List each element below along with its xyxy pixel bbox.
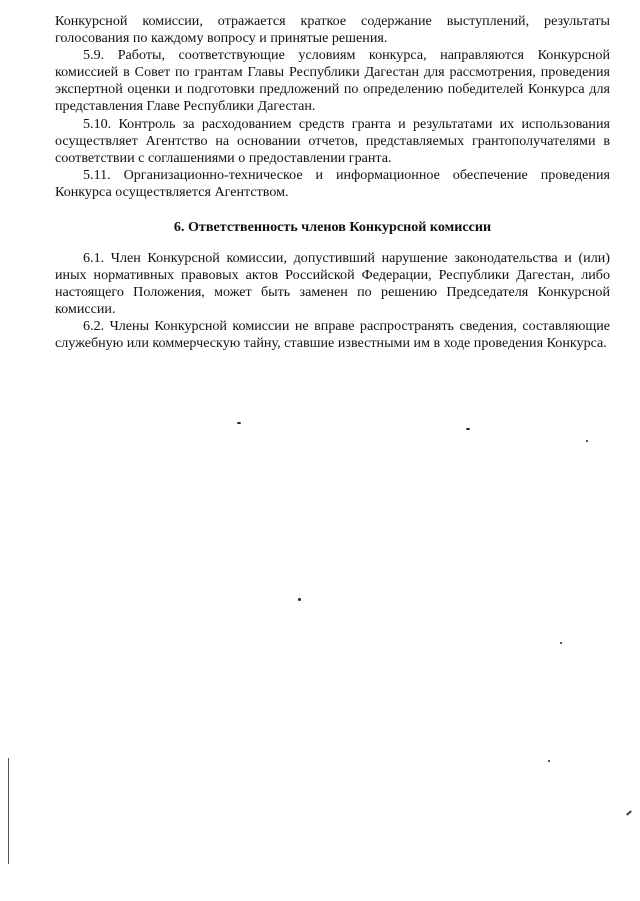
scan-speck bbox=[237, 422, 241, 424]
scan-speck bbox=[548, 760, 550, 762]
section-6-heading: 6. Ответственность членов Конкурсной комиссии bbox=[173, 219, 492, 235]
paragraph-6-1: 6.1. Член Конкурсной комиссии, допустивший нарушение законодательства и (или) иных нормативных правовых актов Российской Федерации, Республики Дагестан, либо настоящего Положения, может быть заменен по решению Председателя Конкурсной комиссии. bbox=[55, 250, 610, 318]
scan-speck bbox=[560, 642, 562, 644]
scan-corner-mark bbox=[626, 810, 632, 815]
paragraph-5-8-continuation: Конкурсной комиссии, отражается краткое содержание выступлений, результаты голосования по каждому вопросу и принятые решения. bbox=[55, 13, 610, 47]
scan-speck bbox=[298, 598, 301, 601]
text-block-section-5 bbox=[55, 13, 610, 201]
scan-speck bbox=[466, 428, 470, 430]
text-block-section-6 bbox=[55, 250, 610, 353]
scan-speck bbox=[586, 440, 588, 442]
paragraph-6-2: 6.2. Члены Конкурсной комиссии не вправе распространять сведения, составляющие служебную или коммерческую тайну, ставшие известными им в ходе проведения Конкурса. bbox=[55, 318, 610, 352]
paragraph-5-9: 5.9. Работы, соответствующие условиям конкурса, направляются Конкурсной комиссией в Совет по грантам Главы Республики Дагестан для рассмотрения, проведения экспертной оценки и подготовки предложений по определению победителей Конкурса для представления Главе Республики Дагестан. bbox=[55, 47, 610, 115]
paragraph-5-11: 5.11. Организационно-техническое и информационное обеспечение проведения Конкурса осуществляется Агентством. bbox=[55, 166, 610, 200]
scan-edge-line bbox=[8, 758, 9, 864]
paragraph-5-10: 5.10. Контроль за расходованием средств гранта и результатами их использования осуществляет Агентство на основании отчетов, представляемых грантополучателями в соответствии с соглашениями о предоставлении гранта. bbox=[55, 115, 610, 166]
